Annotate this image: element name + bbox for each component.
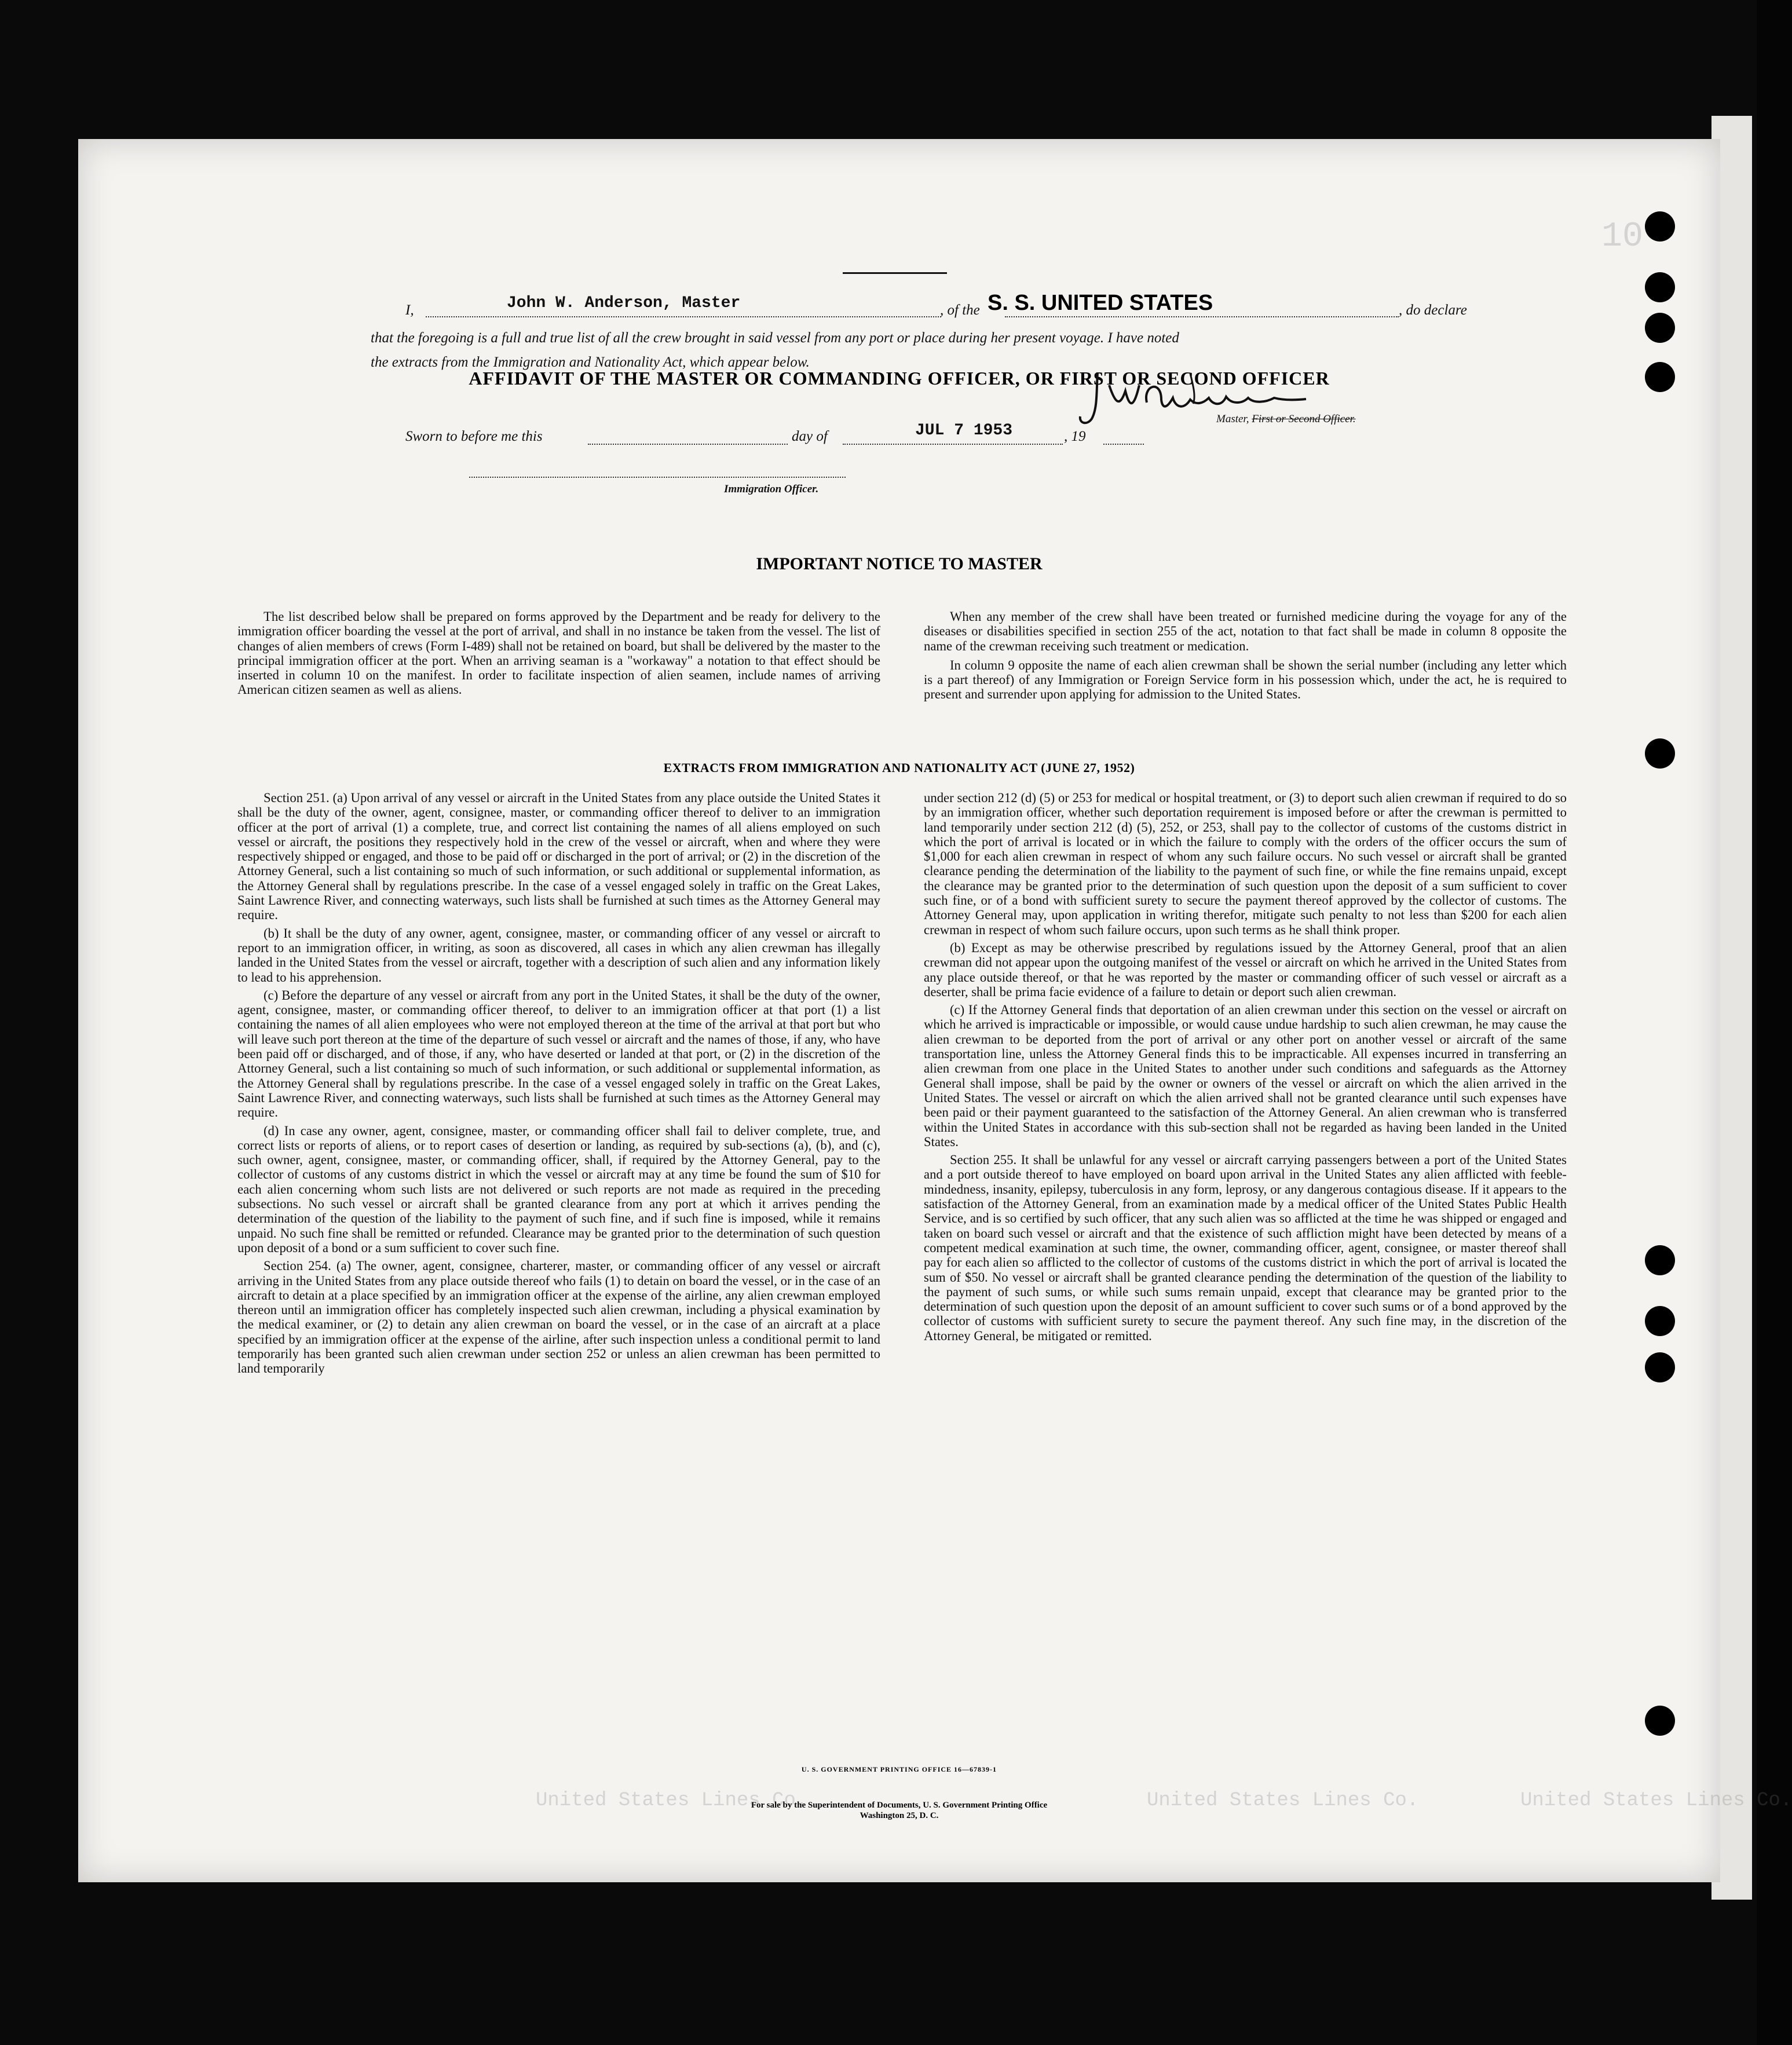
statute-paragraph: (c) Before the departure of any vessel or aircraft from any port in the United States, it shall be the duty of the owner, agent, consignee, master, or commanding officer thereof, to deliver to an immigration officer at that port (1) a list containing the names of all alien employees who were not employed thereon at the time of the arrival at that port but who will leave such port thereon at the time of the departure of such vessel or aircraft and the names of those, if any, who have been paid off or discharged, and of those, if any, who have deserted or landed at that port, or (2) in the discretion of the Attorney General, such a list containing so much of such information, or such additional or supplemental information, as the Attorney General shall by regulations prescribe. In the case of a vessel engaged solely in traffic on the Great Lakes, Saint Lawrence River, and connecting waterways, such lists shall be furnished at such times as the Attorney General may require.	[237, 987, 880, 1120]
statute-paragraph: under section 212 (d) (5) or 253 for medical or hospital treatment, or (3) to deport such alien crewman if required to do so by an immigration officer, whether such deportation requirement is imposed before or after the crewman is permitted to land temporarily under section 212 (d) (5), 252, or 253, shall pay to the collector of customs of the customs district in which the port of arrival is located or in which the failure to comply with the orders of the officer occurs the sum of $1,000 for each alien crewman in respect of whom any such failure occurs. No such vessel or aircraft shall be granted clearance pending the determination of the liability to the payment of such fine, or while the fine remains unpaid, except the clearance may be granted prior to the determination of such question upon the deposit of a sum sufficient to cover such fine, or of a bond with sufficient surety to secure the payment thereof approved by the collector of customs. The Attorney General may, upon application in writing therefor, mitigate such penalty to not less than $200 for each alien crewman in respect of whom such failure occurs, upon such terms as he shall think proper.	[924, 791, 1567, 937]
punch-hole	[1645, 1245, 1675, 1275]
vessel-name: S. S. UNITED STATES	[988, 291, 1213, 315]
notice-paragraph: The list described below shall be prepared on forms approved by the Department and be ready for delivery to the immigration officer boarding the vessel at the port of arrival, and shall in no instance be taken from the vessel. The list of changes of alien members of crews (Form I-489) shall not be retained on board, but shall be delivered by the master to the principal immigration officer at the port. When an arriving seaman is a "workaway" a notation to that effect should be inserted in column 10 on the manifest. In order to facilitate inspection of alien seamen, include names of arriving American citizen seamen as well as aliens.	[237, 609, 880, 697]
sale-line: Washington 25, D. C.	[860, 1811, 939, 1820]
punch-hole	[1645, 362, 1675, 392]
notice-title: IMPORTANT NOTICE TO MASTER	[756, 554, 1043, 573]
affidavit-do-declare: , do declare	[1399, 302, 1467, 318]
affidavit-page	[78, 139, 1792, 1882]
statute-paragraph: (b) Except as may be otherwise prescribed by regulations issued by the Attorney General, proof that an alien crewman did not appear upon the outgoing manifest of the vessel or aircraft on which he arrived in the United States from any place outside thereof, or that he was reported by the master or commanding officer of such vessel or aircraft as a deserter, shall be prima facie evidence of a failure to detain or deport such alien crewman.	[924, 940, 1567, 999]
immigration-officer-label: Immigration Officer.	[724, 483, 819, 495]
bleed-through-company: United States Lines Co.	[1520, 1790, 1792, 1812]
declarant-blank	[426, 316, 941, 317]
notice-paragraph: In column 9 opposite the name of each alien crewman shall be shown the serial number (including any letter which is a part thereof) of any Immigration or Foreign Service form in his possession which, under the act, he is required to present and surrender upon applying for admission to the United States.	[924, 657, 1567, 702]
statute-paragraph: Section 254. (a) The owner, agent, consignee, charterer, master, or commanding officer of any vessel or aircraft arriving in the United States from any place outside thereof who fails (1) to detain on board the vessel, or in the case of an aircraft to detain at a place specified by an immigration officer at the expense of the airline, any alien crewman employed thereon until an immigration officer has completely inspected such alien crewman, including a physical examination by the medical examiner, or (2) to detain any alien crewman on board the vessel, or in the case of an aircraft at a place specified by an immigration officer at the expense of the airline, after such inspection unless a conditional permit to land temporarily has been granted such alien crewman under section 252 or unless an alien crewman has been permitted to land temporarily	[237, 1259, 880, 1376]
affidavit-declaration-line: that the foregoing is a full and true list of all the crew brought in said vessel from any port or place during her present voyage. I have noted	[371, 330, 1179, 346]
punch-hole	[1645, 738, 1675, 769]
notice-left-column	[237, 609, 880, 697]
notice-paragraph: When any member of the crew shall have been treated or furnished medicine during the voyage for any of the diseases or disabilities specified in section 255 of the act, notation to that fact shall be made in column 8 opposite the name of the crewman receiving such treatment or medication.	[924, 609, 1567, 653]
year-prefix: , 19	[1064, 429, 1086, 444]
title-rule	[843, 272, 947, 274]
bleed-through-company: United States Lines Co.	[536, 1790, 808, 1812]
affidavit-i: I,	[405, 302, 414, 318]
sale-notice	[78, 1800, 1720, 1821]
affidavit-declaration-line: the extracts from the Immigration and Nationality Act, which appear below.	[371, 354, 810, 370]
notice-right-column	[924, 609, 1567, 702]
punch-hole	[1645, 1306, 1675, 1336]
punch-hole	[1645, 272, 1675, 302]
sworn-label: Sworn to before me this	[405, 429, 543, 444]
gpo-imprint: U. S. GOVERNMENT PRINTING OFFICE 16—67839-1	[801, 1765, 997, 1773]
extracts-right-column	[924, 791, 1567, 1343]
statute-paragraph: (d) In case any owner, agent, consignee, master, or commanding officer shall fail to deliver complete, true, and correct lists or reports of aliens, or to report cases of desertion or landing, as required by sub-sections (a), (b), and (c), such owner, agent, consignee, master, or commanding officer, shall, if required by the Attorney General, pay to the collector of customs of any customs district in which the vessel or aircraft may at any time be found the sum of $10 for each alien concerning whom such lists are not delivered or such reports are not made as required in the preceding subsections. No such vessel or aircraft shall be granted clearance from any port at which it arrives pending the determination of the question of the liability to the payment of such fine, and if such fine is imposed, while it remains unpaid. No such fine shall be remitted or refunded. Clearance may be granted prior to the determination of such question upon deposit of a bond or a sum sufficient to cover such fine.	[237, 1123, 880, 1255]
statute-paragraph: Section 251. (a) Upon arrival of any vessel or aircraft in the United States from any place outside the United States it shall be the duty of the owner, agent, consignee, master, or commanding officer thereof to deliver to an immigration officer at the port of arrival (1) a complete, true, and correct list containing the names of all aliens employed on such vessel or aircraft, the positions they respectively hold in the crew of the vessel or aircraft, when and where they were respectively shipped or engaged, and those to be paid off or discharged in the port of arrival; or (2) in the discretion of the Attorney General, such a list containing so much of such information, or such additional or supplemental information, as the Attorney General shall by regulations prescribe. In the case of a vessel engaged solely in traffic on the Great Lakes, Saint Lawrence River, and connecting waterways, such lists shall be furnished at such times as the Attorney General may require.	[237, 791, 880, 923]
sworn-month-blank	[843, 443, 1063, 445]
extracts-title: EXTRACTS FROM IMMIGRATION AND NATIONALITY ACT (JUNE 27, 1952)	[663, 760, 1135, 775]
punch-hole	[1645, 1352, 1675, 1382]
bleed-through-company: United States Lines Co.	[1147, 1790, 1419, 1812]
struck-officer-label: First or Second Officer.	[1252, 413, 1356, 425]
affidavit-title: AFFIDAVIT OF THE MASTER OR COMMANDING OFFICER, OR FIRST OR SECOND OFFICER	[469, 368, 1330, 389]
sworn-year-blank	[1103, 443, 1144, 445]
vessel-blank	[1005, 316, 1399, 317]
punch-hole	[1645, 313, 1675, 343]
sworn-day-blank	[588, 443, 788, 445]
declarant-name: John W. Anderson, Master	[507, 294, 741, 312]
day-of-label: day of	[792, 429, 828, 444]
statute-paragraph: (b) It shall be the duty of any owner, agent, consignee, master, or commanding officer of any vessel or aircraft to report to an immigration officer, in writing, as soon as discovered, all cases in which any alien crewman has illegally landed in the United States from the vessel or aircraft, together with a description of such alien and any information likely to lead to his apprehension.	[237, 925, 880, 985]
bleed-through-page-number: 10	[1601, 217, 1644, 257]
affidavit-of-the: , of the	[940, 302, 980, 318]
statute-paragraph: (c) If the Attorney General finds that deportation of an alien crewman under this section on the vessel or aircraft on which he arrived is impracticable or impossible, or would cause undue hardship to such alien crewman, he may cause the alien crewman to be deported from the port of arrival or any other port on another vessel or aircraft of the same transportation line, unless the Attorney General finds this to be impracticable. All expenses incurred in transferring an alien crewman from one place in the United States to another under such conditions and safeguards as the Attorney General shall impose, shall be paid by the owner or owners of the vessel or aircraft on which the alien arrived in the United States. The vessel or aircraft on which the alien arrived shall not be granted clearance until such expenses have been paid or their payment guaranteed to the satisfaction of the Attorney General. An alien crewman who is transferred within the United States in accordance with this sub-section shall not be regarded as having been landed in the United States.	[924, 1003, 1567, 1149]
extracts-left-column	[237, 791, 880, 1376]
punch-hole	[1645, 1706, 1675, 1736]
sworn-date: JUL 7 1953	[915, 422, 1013, 440]
punch-hole	[1645, 211, 1675, 242]
master-title-label	[1216, 413, 1356, 426]
master-label: Master,	[1216, 413, 1249, 425]
immigration-officer-blank	[469, 476, 846, 478]
statute-paragraph: Section 255. It shall be unlawful for any vessel or aircraft carrying passengers between a port of the United States and a port outside thereof to have employed on board upon arrival in the United States any alien afflicted with feeble-mindedness, insanity, epilepsy, tuberculosis in any form, leprosy, or any dangerous contagious disease. If it appears to the satisfaction of the Attorney General, from an examination made by a medical officer of the United States Public Health Service, and is so certified by such officer, that any such alien was so afflicted at the time he was shipped or engaged and taken on board such vessel or aircraft and that the existence of such affliction might have been detected by means of a competent medical examination at such time, the owner, commanding officer, agent, consignee, or master thereof shall pay for each alien so afflicted to the collector of customs of the customs district in which the port of arrival is located the sum of $50. No vessel or aircraft shall be granted clearance pending the determination of the question of the liability to the payment of such sums, or while such sums remain unpaid, except that clearance may be granted prior to the determination of such question upon the deposit of an amount sufficient to cover such sums or of a bond approved by the collector of customs with sufficient surety to secure the payment thereof. Any such fine may, in the discretion of the Attorney General, be mitigated or remitted.	[924, 1153, 1567, 1343]
sale-line: For sale by the Superintendent of Documents, U. S. Government Printing Office	[751, 1801, 1048, 1810]
